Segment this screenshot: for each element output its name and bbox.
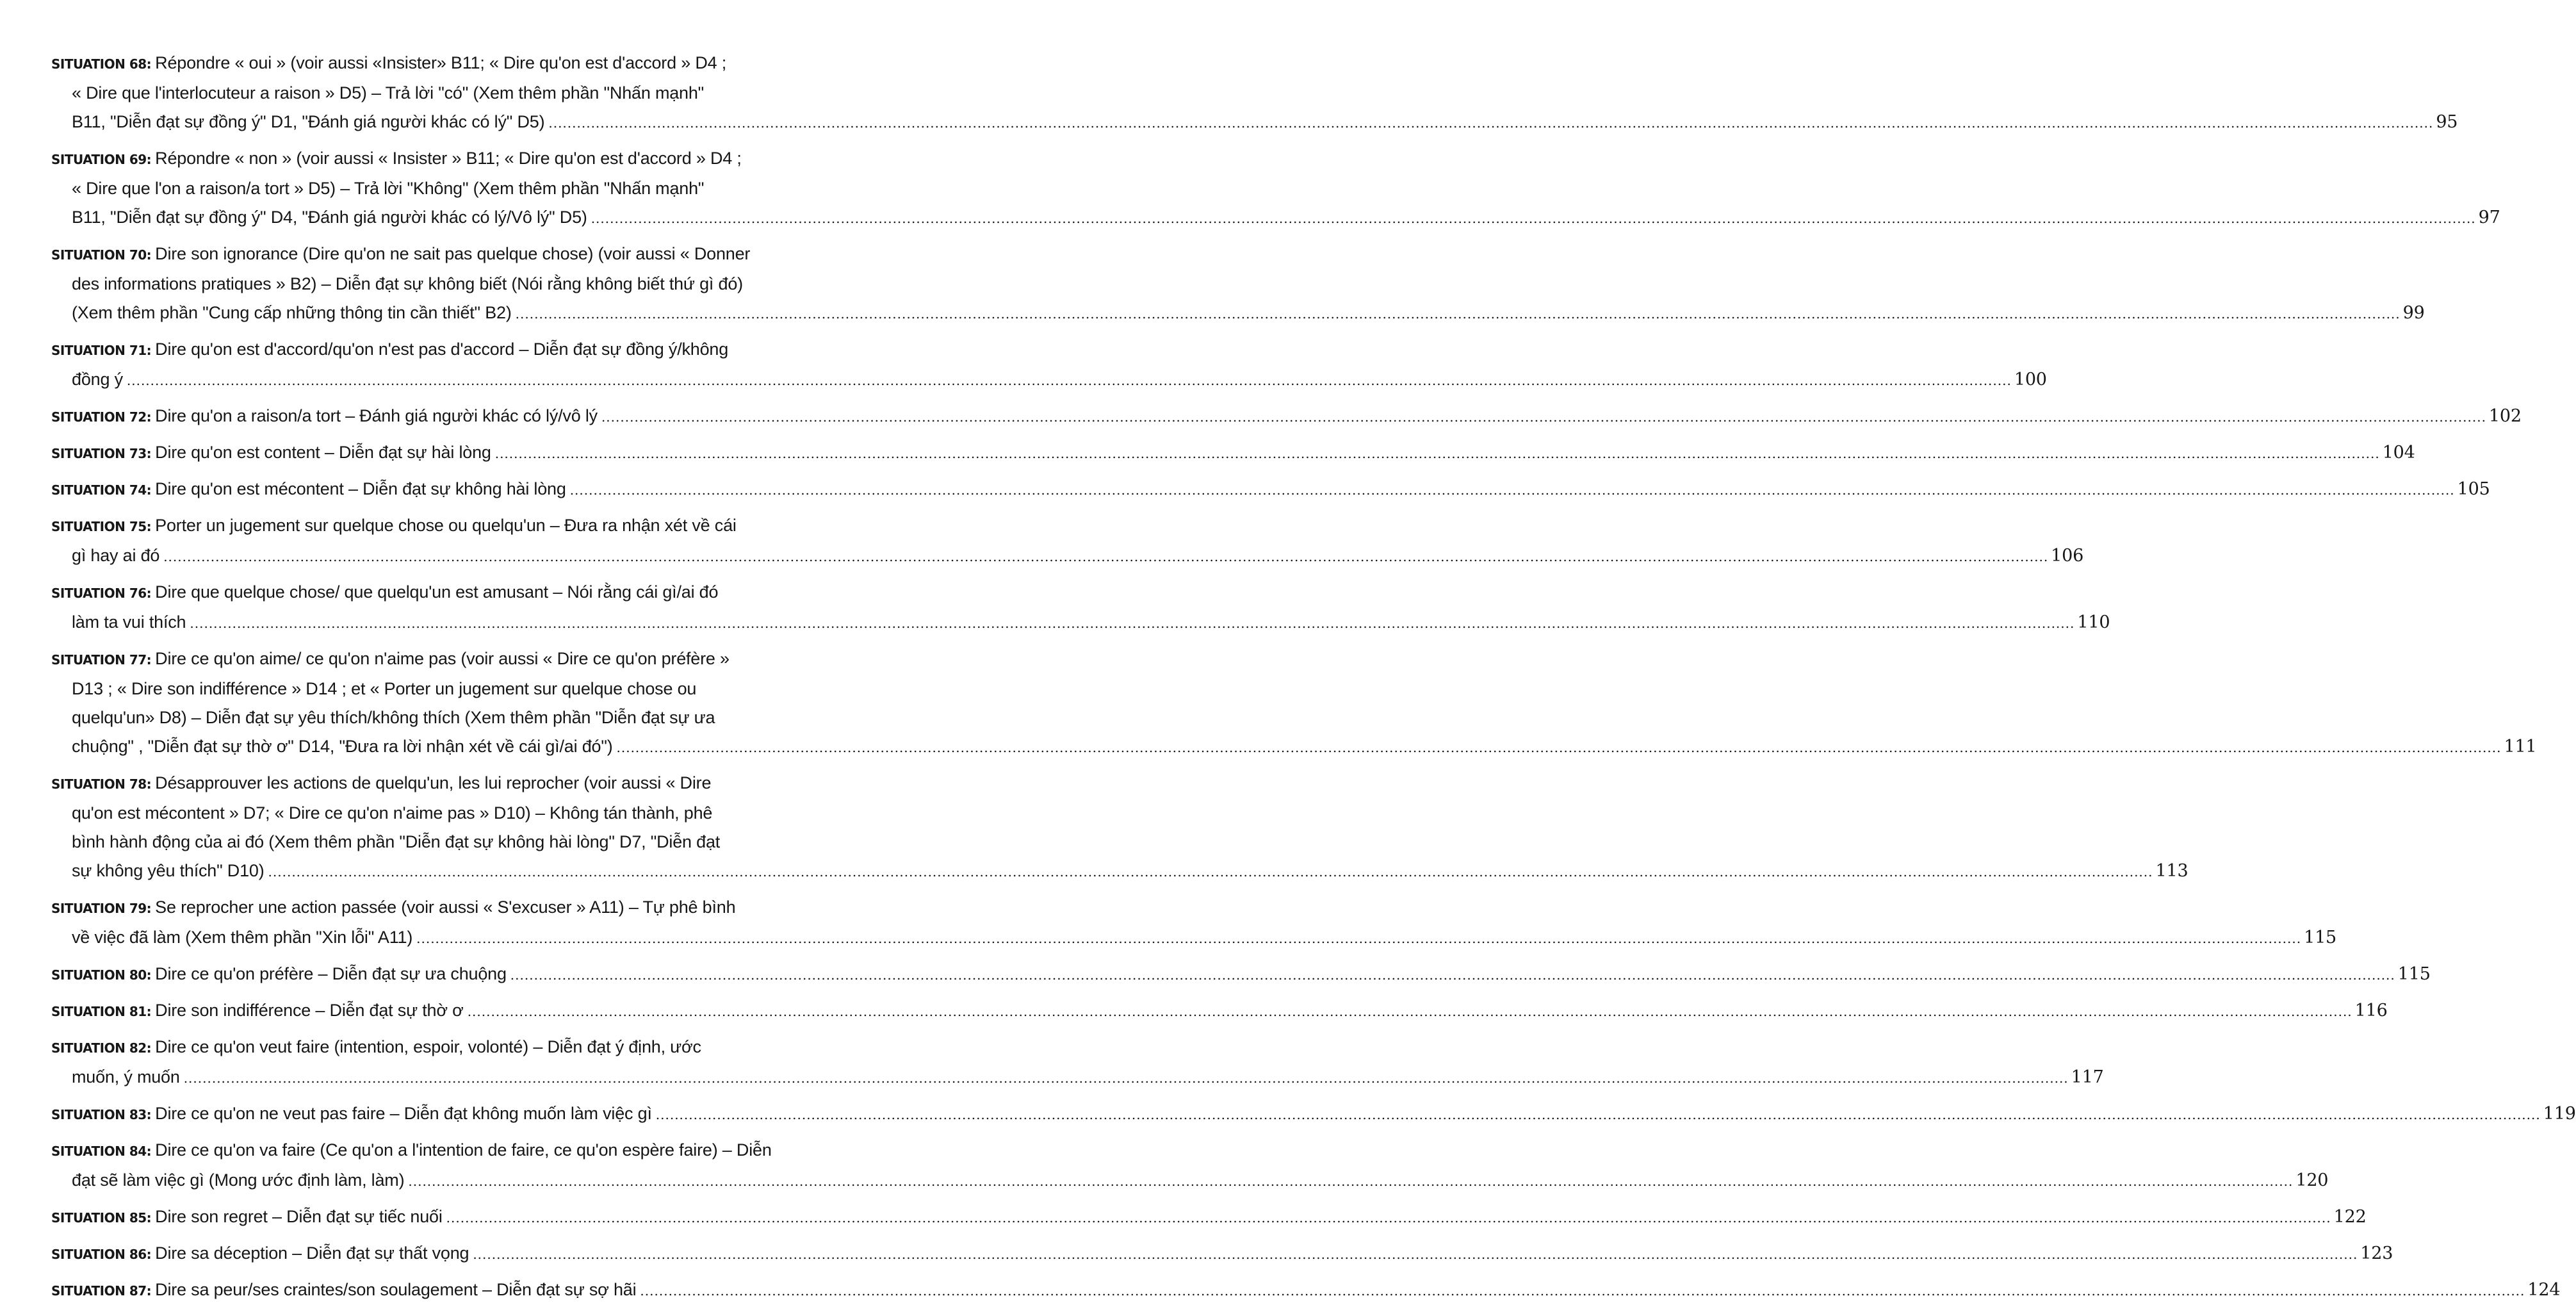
entry-text: đạt sẽ làm việc gì (Mong ước định làm, làm) bbox=[72, 1170, 405, 1190]
dot-leader: ................................................................................................................................................................................................................................................................................................................................................................................................................ bbox=[446, 1210, 2331, 1226]
toc-line bbox=[51, 1099, 2576, 1129]
toc-line bbox=[51, 144, 756, 174]
entry-text: qu'on est mécontent » D7; « Dire ce qu'on n'aime pas » D10) – Không tán thành, phê bbox=[72, 803, 713, 823]
situation-label: SITUATION 73: bbox=[51, 446, 152, 461]
toc-line bbox=[51, 1202, 2367, 1233]
entry-text: đồng ý bbox=[72, 370, 123, 389]
entry-text: Dire ce qu'on va faire (Ce qu'on a l'intention de faire, ce qu'on espère faire) – Diễn bbox=[155, 1140, 772, 1160]
page-number: 124 bbox=[2527, 1280, 2561, 1300]
entry-text: (Xem thêm phần "Cung cấp những thông tin cần thiết" B2) bbox=[72, 303, 512, 322]
toc-line bbox=[51, 923, 2337, 953]
entry-text: sự không yêu thích" D10) bbox=[72, 861, 265, 880]
toc-line bbox=[51, 49, 756, 79]
toc-line bbox=[51, 996, 2388, 1026]
dot-leader: ................................................................................................................................................................................................................................................................................................................................................................................................................ bbox=[126, 373, 2012, 388]
page-number: 113 bbox=[2155, 861, 2189, 881]
page-number: 122 bbox=[2333, 1207, 2367, 1227]
page-number: 104 bbox=[2382, 443, 2415, 463]
toc-line bbox=[51, 799, 756, 828]
situation-label: SITUATION 75: bbox=[51, 519, 152, 534]
toc-line bbox=[51, 438, 2415, 468]
entry-text: chuộng" , "Diễn đạt sự thờ ơ" D14, "Đưa ra lời nhận xét về cái gì/ai đó") bbox=[72, 737, 613, 756]
toc-entry bbox=[51, 1033, 2104, 1093]
page-number: 99 bbox=[2402, 303, 2425, 323]
entry-text: Répondre « oui » (voir aussi «Insister» B11; « Dire qu'on est d'accord » D4 ; bbox=[155, 53, 727, 72]
situation-label: SITUATION 71: bbox=[51, 343, 152, 358]
dot-leader: ................................................................................................................................................................................................................................................................................................................................................................................................................ bbox=[494, 446, 2380, 461]
entry-text: Dire qu'on est d'accord/qu'on n'est pas d'accord – Diễn đạt sự đồng ý/không bbox=[155, 340, 729, 359]
entry-text: Dire ce qu'on préfère – Diễn đạt sự ưa chuộng bbox=[155, 964, 507, 983]
toc-line bbox=[51, 475, 2490, 505]
dot-leader: ................................................................................................................................................................................................................................................................................................................................................................................................................ bbox=[183, 1070, 2069, 1086]
page-number: 111 bbox=[2504, 737, 2537, 757]
toc-entry bbox=[51, 644, 2537, 762]
dot-leader: ................................................................................................................................................................................................................................................................................................................................................................................................................ bbox=[569, 482, 2455, 498]
toc-line bbox=[51, 960, 2431, 990]
entry-text: Dire ce qu'on ne veut pas faire – Diễn đạt không muốn làm việc gì bbox=[155, 1104, 652, 1123]
entry-text: Dire ce qu'on veut faire (intention, espoir, volonté) – Diễn đạt ý định, ước bbox=[155, 1037, 701, 1056]
toc-line bbox=[51, 578, 756, 608]
toc-line bbox=[51, 644, 756, 675]
situation-label: SITUATION 77: bbox=[51, 652, 152, 668]
page-number: 100 bbox=[2014, 370, 2047, 390]
toc-entry bbox=[51, 960, 2431, 990]
toc-line bbox=[51, 1033, 756, 1063]
entry-text: Dire son regret – Diễn đạt sự tiếc nuối bbox=[155, 1207, 443, 1226]
entry-text: muốn, ý muốn bbox=[72, 1067, 180, 1086]
page-number: 106 bbox=[2051, 546, 2084, 566]
toc-line bbox=[51, 335, 756, 365]
toc-entry bbox=[51, 144, 2500, 233]
toc-line bbox=[51, 541, 2084, 571]
dot-leader: ................................................................................................................................................................................................................................................................................................................................................................................................................ bbox=[616, 740, 2502, 755]
entry-text: về việc đã làm (Xem thêm phần "Xin lỗi" A11) bbox=[72, 928, 413, 947]
dot-leader: ................................................................................................................................................................................................................................................................................................................................................................................................................ bbox=[408, 1174, 2294, 1189]
toc-entry bbox=[51, 438, 2415, 468]
page-number: 97 bbox=[2478, 208, 2500, 227]
situation-label: SITUATION 82: bbox=[51, 1040, 152, 1056]
entry-text: Dire sa peur/ses craintes/son soulagement – Diễn đạt sự sợ hãi bbox=[155, 1280, 637, 1299]
toc-line bbox=[51, 402, 2522, 432]
situation-label: SITUATION 87: bbox=[51, 1283, 152, 1299]
dot-leader: ................................................................................................................................................................................................................................................................................................................................................................................................................ bbox=[510, 967, 2395, 983]
situation-label: SITUATION 70: bbox=[51, 247, 152, 263]
toc-line bbox=[51, 365, 2047, 395]
situation-label: SITUATION 72: bbox=[51, 409, 152, 425]
toc-line bbox=[51, 1166, 2329, 1196]
toc-entry bbox=[51, 1136, 2329, 1196]
page-number: 123 bbox=[2360, 1243, 2393, 1263]
toc-entry bbox=[51, 240, 2425, 329]
toc-line bbox=[51, 240, 756, 270]
page-number: 110 bbox=[2077, 612, 2110, 632]
toc-line bbox=[51, 1063, 2104, 1093]
situation-label: SITUATION 86: bbox=[51, 1247, 152, 1262]
toc-entry bbox=[51, 49, 2458, 138]
entry-text: B11, "Diễn đạt sự đồng ý" D1, "Đánh giá người khác có lý" D5) bbox=[72, 112, 545, 131]
dot-leader: ................................................................................................................................................................................................................................................................................................................................................................................................................ bbox=[601, 409, 2486, 425]
page-number: 117 bbox=[2071, 1067, 2104, 1087]
entry-text: làm ta vui thích bbox=[72, 612, 186, 632]
entry-text: Dire qu'on a raison/a tort – Đánh giá người khác có lý/vô lý bbox=[155, 406, 598, 425]
toc-line bbox=[51, 299, 2425, 329]
toc-line bbox=[51, 79, 756, 108]
dot-leader: ................................................................................................................................................................................................................................................................................................................................................................................................................ bbox=[467, 1004, 2352, 1019]
entry-text: Dire ce qu'on aime/ ce qu'on n'aime pas (voir aussi « Dire ce qu'on préfère » bbox=[155, 649, 730, 668]
dot-leader: ................................................................................................................................................................................................................................................................................................................................................................................................................ bbox=[640, 1283, 2525, 1299]
page-number: 102 bbox=[2488, 406, 2522, 426]
dot-leader: ................................................................................................................................................................................................................................................................................................................................................................................................................ bbox=[268, 864, 2153, 880]
situation-label: SITUATION 79: bbox=[51, 901, 152, 916]
dot-leader: ................................................................................................................................................................................................................................................................................................................................................................................................................ bbox=[548, 115, 2434, 131]
situation-label: SITUATION 69: bbox=[51, 152, 152, 167]
entry-text: B11, "Diễn đạt sự đồng ý" D4, "Đánh giá người khác có lý/Vô lý" D5) bbox=[72, 208, 587, 227]
dot-leader: ................................................................................................................................................................................................................................................................................................................................................................................................................ bbox=[591, 211, 2476, 226]
situation-label: SITUATION 81: bbox=[51, 1004, 152, 1019]
toc-entry bbox=[51, 578, 2110, 638]
entry-text: Dire sa déception – Diễn đạt sự thất vọng bbox=[155, 1243, 469, 1263]
toc-entry bbox=[51, 996, 2388, 1026]
toc-line bbox=[51, 511, 756, 541]
toc-line bbox=[51, 203, 2500, 233]
entry-text: bình hành động của ai đó (Xem thêm phần "Diễn đạt sự không hài lòng" D7, "Diễn đạt bbox=[72, 832, 721, 851]
situation-label: SITUATION 84: bbox=[51, 1144, 152, 1159]
toc-line bbox=[51, 857, 2189, 887]
page-number: 116 bbox=[2354, 1001, 2388, 1021]
toc-entry bbox=[51, 475, 2490, 505]
situation-label: SITUATION 74: bbox=[51, 482, 152, 498]
dot-leader: ................................................................................................................................................................................................................................................................................................................................................................................................................ bbox=[163, 549, 2049, 564]
toc-entry bbox=[51, 769, 2189, 887]
entry-text: Dire son indifférence – Diễn đạt sự thờ ơ bbox=[155, 1001, 464, 1020]
toc-entry bbox=[51, 1239, 2393, 1269]
page-number: 105 bbox=[2457, 479, 2490, 499]
entry-text: Dire que quelque chose/ que quelqu'un est amusant – Nói rằng cái gì/ai đó bbox=[155, 582, 719, 602]
entry-text: Dire son ignorance (Dire qu'on ne sait pas quelque chose) (voir aussi « Donner bbox=[155, 244, 751, 263]
page-number: 115 bbox=[2397, 964, 2431, 984]
entry-text: « Dire que l'interlocuteur a raison » D5) – Trả lời "có" (Xem thêm phần "Nhấn mạnh" bbox=[72, 83, 705, 102]
dot-leader: ................................................................................................................................................................................................................................................................................................................................................................................................................ bbox=[515, 306, 2401, 322]
page-number: 95 bbox=[2436, 112, 2458, 132]
toc-line bbox=[51, 769, 756, 799]
toc-line bbox=[51, 270, 756, 299]
table-of-contents bbox=[51, 49, 2576, 1312]
situation-label: SITUATION 85: bbox=[51, 1210, 152, 1226]
dot-leader: ................................................................................................................................................................................................................................................................................................................................................................................................................ bbox=[190, 616, 2075, 631]
toc-line bbox=[51, 1239, 2393, 1269]
toc-entry bbox=[51, 1275, 2561, 1306]
toc-line bbox=[51, 608, 2110, 638]
toc-entry bbox=[51, 893, 2337, 953]
toc-entry bbox=[51, 335, 2047, 395]
dot-leader: ................................................................................................................................................................................................................................................................................................................................................................................................................ bbox=[473, 1247, 2358, 1262]
dot-leader: ................................................................................................................................................................................................................................................................................................................................................................................................................ bbox=[655, 1107, 2541, 1122]
entry-text: « Dire que l'on a raison/a tort » D5) – Trả lời "Không" (Xem thêm phần "Nhấn mạnh" bbox=[72, 179, 705, 198]
entry-text: Dire qu'on est mécontent – Diễn đạt sự không hài lòng bbox=[155, 479, 566, 498]
page-number: 120 bbox=[2295, 1170, 2329, 1190]
situation-label: SITUATION 68: bbox=[51, 56, 152, 72]
toc-line bbox=[51, 675, 756, 703]
situation-label: SITUATION 78: bbox=[51, 776, 152, 792]
entry-text: Porter un jugement sur quelque chose ou quelqu'un – Đưa ra nhận xét về cái bbox=[155, 516, 737, 535]
toc-line bbox=[51, 174, 756, 203]
page-number: 119 bbox=[2543, 1104, 2576, 1124]
entry-text: quelqu'un» D8) – Diễn đạt sự yêu thích/không thích (Xem thêm phần "Diễn đạt sự ưa bbox=[72, 708, 715, 727]
toc-line bbox=[51, 703, 756, 732]
toc-line bbox=[51, 732, 2537, 762]
toc-entry bbox=[51, 1202, 2367, 1233]
situation-label: SITUATION 80: bbox=[51, 967, 152, 983]
entry-text: Se reprocher une action passée (voir aussi « S'excuser » A11) – Tự phê bình bbox=[155, 898, 736, 917]
entry-text: Dire qu'on est content – Diễn đạt sự hài lòng bbox=[155, 443, 491, 462]
entry-text: Répondre « non » (voir aussi « Insister » B11; « Dire qu'on est d'accord » D4 ; bbox=[155, 149, 742, 168]
toc-line bbox=[51, 108, 2458, 138]
situation-label: SITUATION 76: bbox=[51, 586, 152, 601]
situation-label: SITUATION 83: bbox=[51, 1107, 152, 1122]
toc-entry bbox=[51, 1099, 2576, 1129]
dot-leader: ................................................................................................................................................................................................................................................................................................................................................................................................................ bbox=[416, 931, 2302, 946]
entry-text: gì hay ai đó bbox=[72, 546, 160, 565]
entry-text: des informations pratiques » B2) – Diễn đạt sự không biết (Nói rằng không biết thứ gì đó) bbox=[72, 274, 743, 293]
toc-line bbox=[51, 1275, 2561, 1306]
entry-text: D13 ; « Dire son indifférence » D14 ; et « Porter un jugement sur quelque chose ou bbox=[72, 679, 697, 698]
page-number: 115 bbox=[2304, 928, 2337, 947]
toc-line bbox=[51, 828, 756, 857]
entry-text: Désapprouver les actions de quelqu'un, les lui reprocher (voir aussi « Dire bbox=[155, 773, 712, 792]
toc-entry bbox=[51, 402, 2522, 432]
toc-line bbox=[51, 1136, 772, 1166]
toc-line bbox=[51, 893, 756, 923]
toc-entry bbox=[51, 511, 2084, 571]
